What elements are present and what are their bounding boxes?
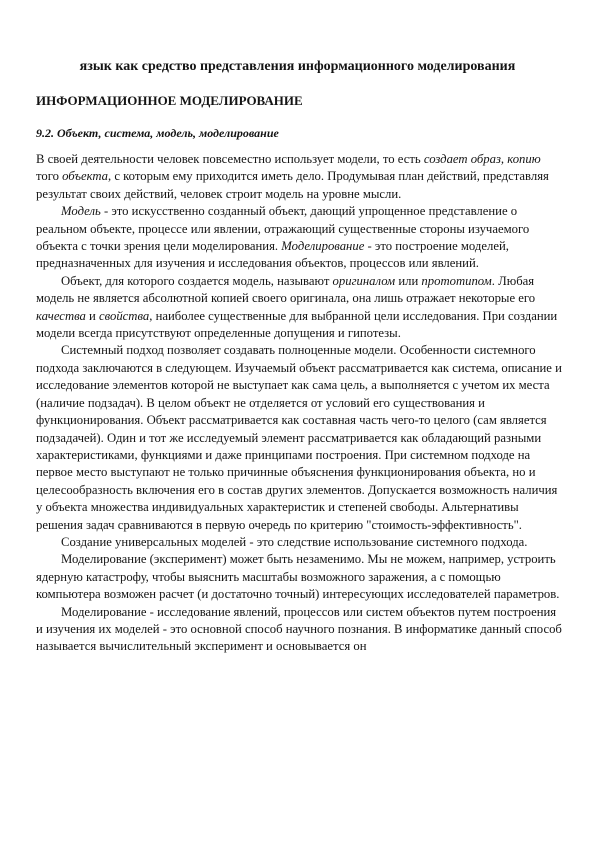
text-run: - это построение моделей, предназначенных для изучения и исследования объектов, процессов или явлений.	[36, 239, 509, 271]
text-run: - это искусственно созданный объект, дающий упрощенное представление о реальном объекте, процессе или явлении, отражающий существенные стороны изучаемого объекта с точки зрения цели моделирования.	[36, 204, 530, 254]
text-run: Объект, для которого создается модель, называют	[61, 273, 333, 288]
text-run: . Любая модель не является абсолютной копией своего оригинала, она лишь отражает некоторые его	[36, 273, 536, 306]
paragraph-models-usage	[36, 151, 564, 203]
paragraph-model-definition	[36, 203, 564, 273]
term-prototype: прототипом	[421, 273, 492, 288]
paragraph-original-prototype	[36, 273, 564, 343]
text-run: и	[85, 308, 100, 323]
text-run: В своей деятельности человек повсеместно использует модели, то есть	[36, 152, 424, 166]
text-run: , с которым ему приходится иметь дело. Продумывая план действий, представляя результат своих действий, человек строит модель на уровне мысли.	[36, 169, 549, 201]
term-properties: свойства	[99, 308, 150, 323]
text-run: или	[395, 273, 422, 288]
term-modeling: Моделирование	[281, 239, 365, 254]
text-run: , наиболее существенные для выбранной цели исследования. При создании модели всегда присутствуют определенные допущения и гипотезы.	[36, 308, 558, 341]
body-text	[36, 151, 564, 656]
paragraph-universal-models: Создание универсальных моделей - это следствие использование системного подхода.	[61, 534, 528, 549]
text-run: того	[36, 169, 63, 184]
section-heading: ИНФОРМАЦИОННОЕ МОДЕЛИРОВАНИЕ	[36, 93, 303, 108]
paragraph-system-approach: Системный подход позволяет создавать полноценные модели. Особенности системного подхода заключаются в следующем. Изучаемый объект рассматривается как система, описание и исследование элементов которой не выступает как сама цель, а выполняется с учетом их места (наличие подзадач). В целом объект не отделяется от условий его существования и функционирования. Объект рассматривается как составная часть чего-то целого (сам является подзадачей). Один и тот же исследуемый элемент рассматривается как обладающий разными характеристиками, функциями и даже принципами построения. При системном подходе на первое место выступают не только причинные объяснения функционирования объекта, но и целесообразность включения его в состав других элементов. Допускается возможность наличия у объекта множества индивидуальных характеристик и степеней свободы. Альтернативы решения задач сравниваются в первую очередь по критерию "стоимость-эффективность".	[36, 343, 562, 532]
term-create-image: создает образ, копию	[423, 152, 541, 166]
document-title: язык как средство представления информационного моделирования	[79, 59, 516, 74]
term-original: оригиналом	[332, 273, 396, 288]
term-qualities: качества	[36, 308, 86, 323]
term-object: объекта	[62, 169, 109, 184]
subsection-heading: 9.2. Объект, система, модель, моделирование	[36, 126, 279, 140]
term-model: Модель	[61, 204, 101, 219]
paragraph-modeling-research: Моделирование - исследование явлений, процессов или систем объектов путем построения и изучения их моделей - это основной способ научного познания. В информатике данный способ называется вычислительный эксперимент и основывается он	[36, 604, 562, 654]
paragraph-experiment: Моделирование (эксперимент) может быть незаменимо. Мы не можем, например, устроить ядерную катастрофу, чтобы выяснить масштабы возможного заражения, а с помощью компьютера возможен расчет (и достаточно точный) интересующих исследователей параметров.	[36, 552, 560, 602]
